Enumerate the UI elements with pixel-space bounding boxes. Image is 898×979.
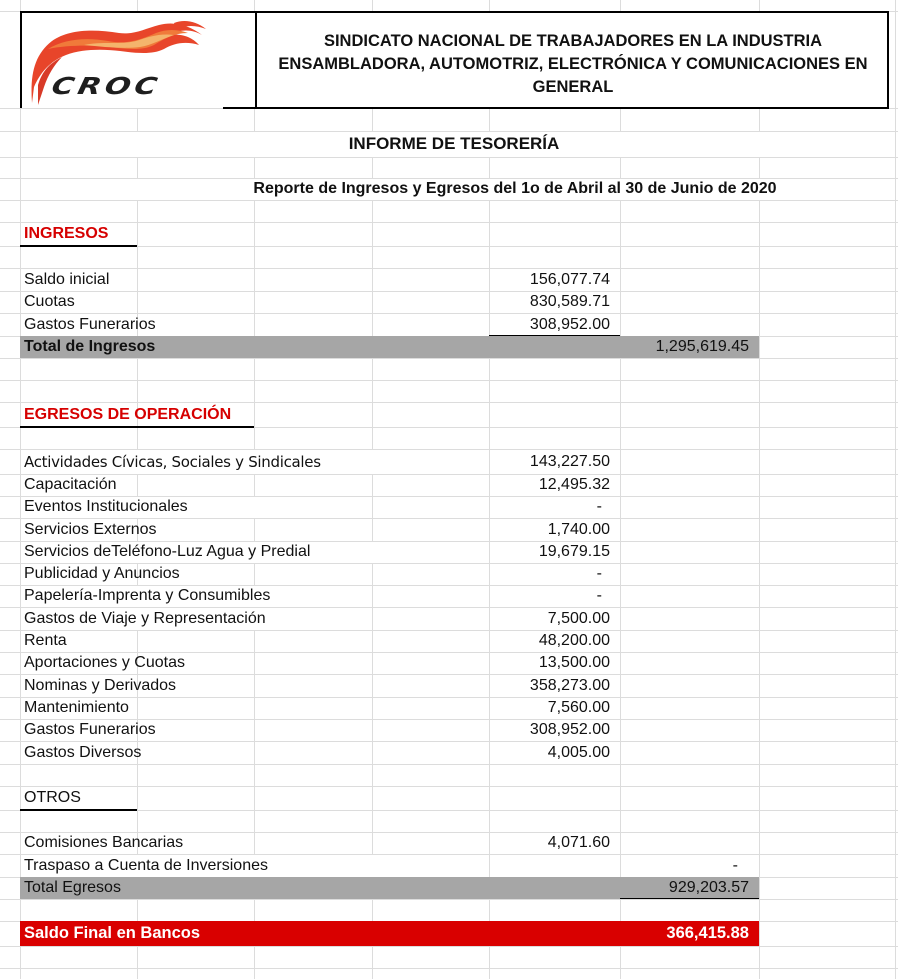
row-amount: 308,952.00	[529, 721, 610, 738]
header-left-border	[20, 11, 22, 108]
row-label: Publicidad y Anuncios	[24, 565, 180, 582]
grid-row-line	[0, 358, 898, 359]
row-label: Nominas y Derivados	[24, 676, 177, 694]
table-row	[20, 674, 898, 697]
table-row	[20, 607, 898, 630]
grid-row-line	[0, 380, 898, 381]
table-row	[20, 541, 898, 563]
row-amount: -	[732, 856, 738, 874]
section-heading-otros	[20, 786, 898, 810]
row-amount: 48,200.00	[538, 632, 610, 649]
section-heading-egresos	[20, 402, 898, 427]
total-band	[20, 877, 759, 899]
table-row	[20, 496, 898, 518]
table-row	[20, 291, 898, 313]
table-row	[20, 563, 898, 585]
row-amount: 4,005.00	[547, 743, 610, 761]
row-amount: 830,589.71	[529, 293, 610, 310]
header-divider	[255, 13, 257, 108]
row-label: Gastos Funerarios	[24, 315, 156, 333]
row-amount: 4,071.60	[547, 834, 610, 851]
grid-row-line	[0, 899, 898, 900]
row-amount: -	[596, 565, 602, 582]
row-label: Mantenimiento	[24, 699, 129, 716]
row-label: Comisiones Bancarias	[24, 834, 184, 851]
saldo-final-amount: 366,415.88	[666, 924, 749, 942]
org-title-line: GENERAL	[532, 78, 614, 96]
row-label: Eventos Institucionales	[24, 498, 188, 515]
row-label: Servicios deTeléfono-Luz Agua y Predial	[24, 543, 311, 560]
row-label: Traspaso a Cuenta de Inversiones	[24, 856, 268, 874]
table-row	[20, 268, 898, 291]
org-title-line: SINDICATO NACIONAL DE TRABAJADORES EN LA INDUSTRIA	[323, 32, 823, 50]
table-row	[20, 652, 898, 674]
table-row	[20, 630, 898, 652]
table-row	[20, 313, 898, 336]
table-row	[20, 719, 898, 741]
total-amount: 1,295,619.45	[655, 338, 749, 355]
row-label: Papelería-Imprenta y Consumibles	[24, 587, 271, 604]
total-underline	[620, 898, 759, 899]
row-amount: -	[596, 498, 602, 515]
grid-row-line	[0, 968, 898, 969]
total-ingresos-row	[20, 336, 898, 358]
row-label: Saldo inicial	[24, 270, 110, 288]
table-row	[20, 832, 898, 854]
table-row	[20, 854, 898, 877]
row-label: Gastos Diversos	[24, 743, 142, 761]
row-label: Gastos de Viaje y Representación	[24, 609, 266, 627]
row-label: Actividades Cívicas, Sociales y Sindicales	[24, 452, 321, 471]
row-label: Servicios Externos	[24, 520, 157, 538]
report-title: INFORME DE TESORERÍA	[348, 134, 560, 153]
table-row	[20, 518, 898, 541]
row-amount: 7,560.00	[547, 699, 610, 716]
section-heading-label: INGRESOS	[24, 225, 109, 242]
section-heading-ingresos	[20, 222, 898, 246]
grid-row-line	[0, 200, 898, 201]
row-amount: 143,227.50	[529, 452, 610, 470]
section-heading-label: EGRESOS DE OPERACIÓN	[24, 405, 232, 423]
saldo-final-row	[20, 921, 898, 946]
letterhead	[20, 11, 889, 108]
saldo-final-label: Saldo Final en Bancos	[24, 924, 201, 942]
table-row	[20, 741, 898, 764]
report-subtitle: Reporte de Ingresos y Egresos del 1o de Abril al 30 de Junio de 2020	[253, 180, 777, 197]
section-underline	[20, 245, 137, 247]
row-amount: 13,500.00	[538, 654, 610, 671]
row-label: Cuotas	[24, 293, 75, 310]
total-amount: 929,203.57	[668, 879, 749, 896]
total-label: Total de Ingresos	[24, 338, 156, 355]
row-label: Gastos Funerarios	[24, 721, 156, 738]
row-amount: 308,952.00	[529, 315, 610, 333]
total-label: Total Egresos	[24, 879, 121, 896]
row-label: Capacitación	[24, 476, 117, 493]
croc-logo	[24, 15, 222, 108]
row-amount: 1,740.00	[547, 520, 610, 538]
section-underline	[20, 809, 137, 811]
grid-row-line	[0, 764, 898, 765]
organization-title	[259, 13, 887, 108]
table-row	[20, 585, 898, 607]
row-amount: 358,273.00	[529, 676, 610, 694]
grid-row-line	[0, 157, 898, 158]
row-amount: 12,495.32	[538, 476, 610, 493]
section-heading-label: OTROS	[24, 789, 81, 806]
logo-wordmark: CROC	[49, 72, 164, 101]
row-amount: 7,500.00	[547, 609, 610, 627]
org-title-line: ENSAMBLADORA, AUTOMOTRIZ, ELECTRÓNICA Y COMUNICACIONES EN	[278, 55, 868, 73]
row-amount: 19,679.15	[538, 543, 610, 560]
table-row	[20, 449, 898, 474]
section-underline	[20, 426, 254, 428]
table-row	[20, 474, 898, 496]
row-amount: -	[596, 587, 602, 604]
grid-row-line	[0, 946, 898, 947]
total-egresos-row	[20, 877, 898, 899]
row-label: Aportaciones y Cuotas	[24, 654, 185, 671]
table-row	[20, 697, 898, 719]
row-amount: 156,077.74	[529, 270, 610, 288]
row-label: Renta	[24, 632, 67, 649]
